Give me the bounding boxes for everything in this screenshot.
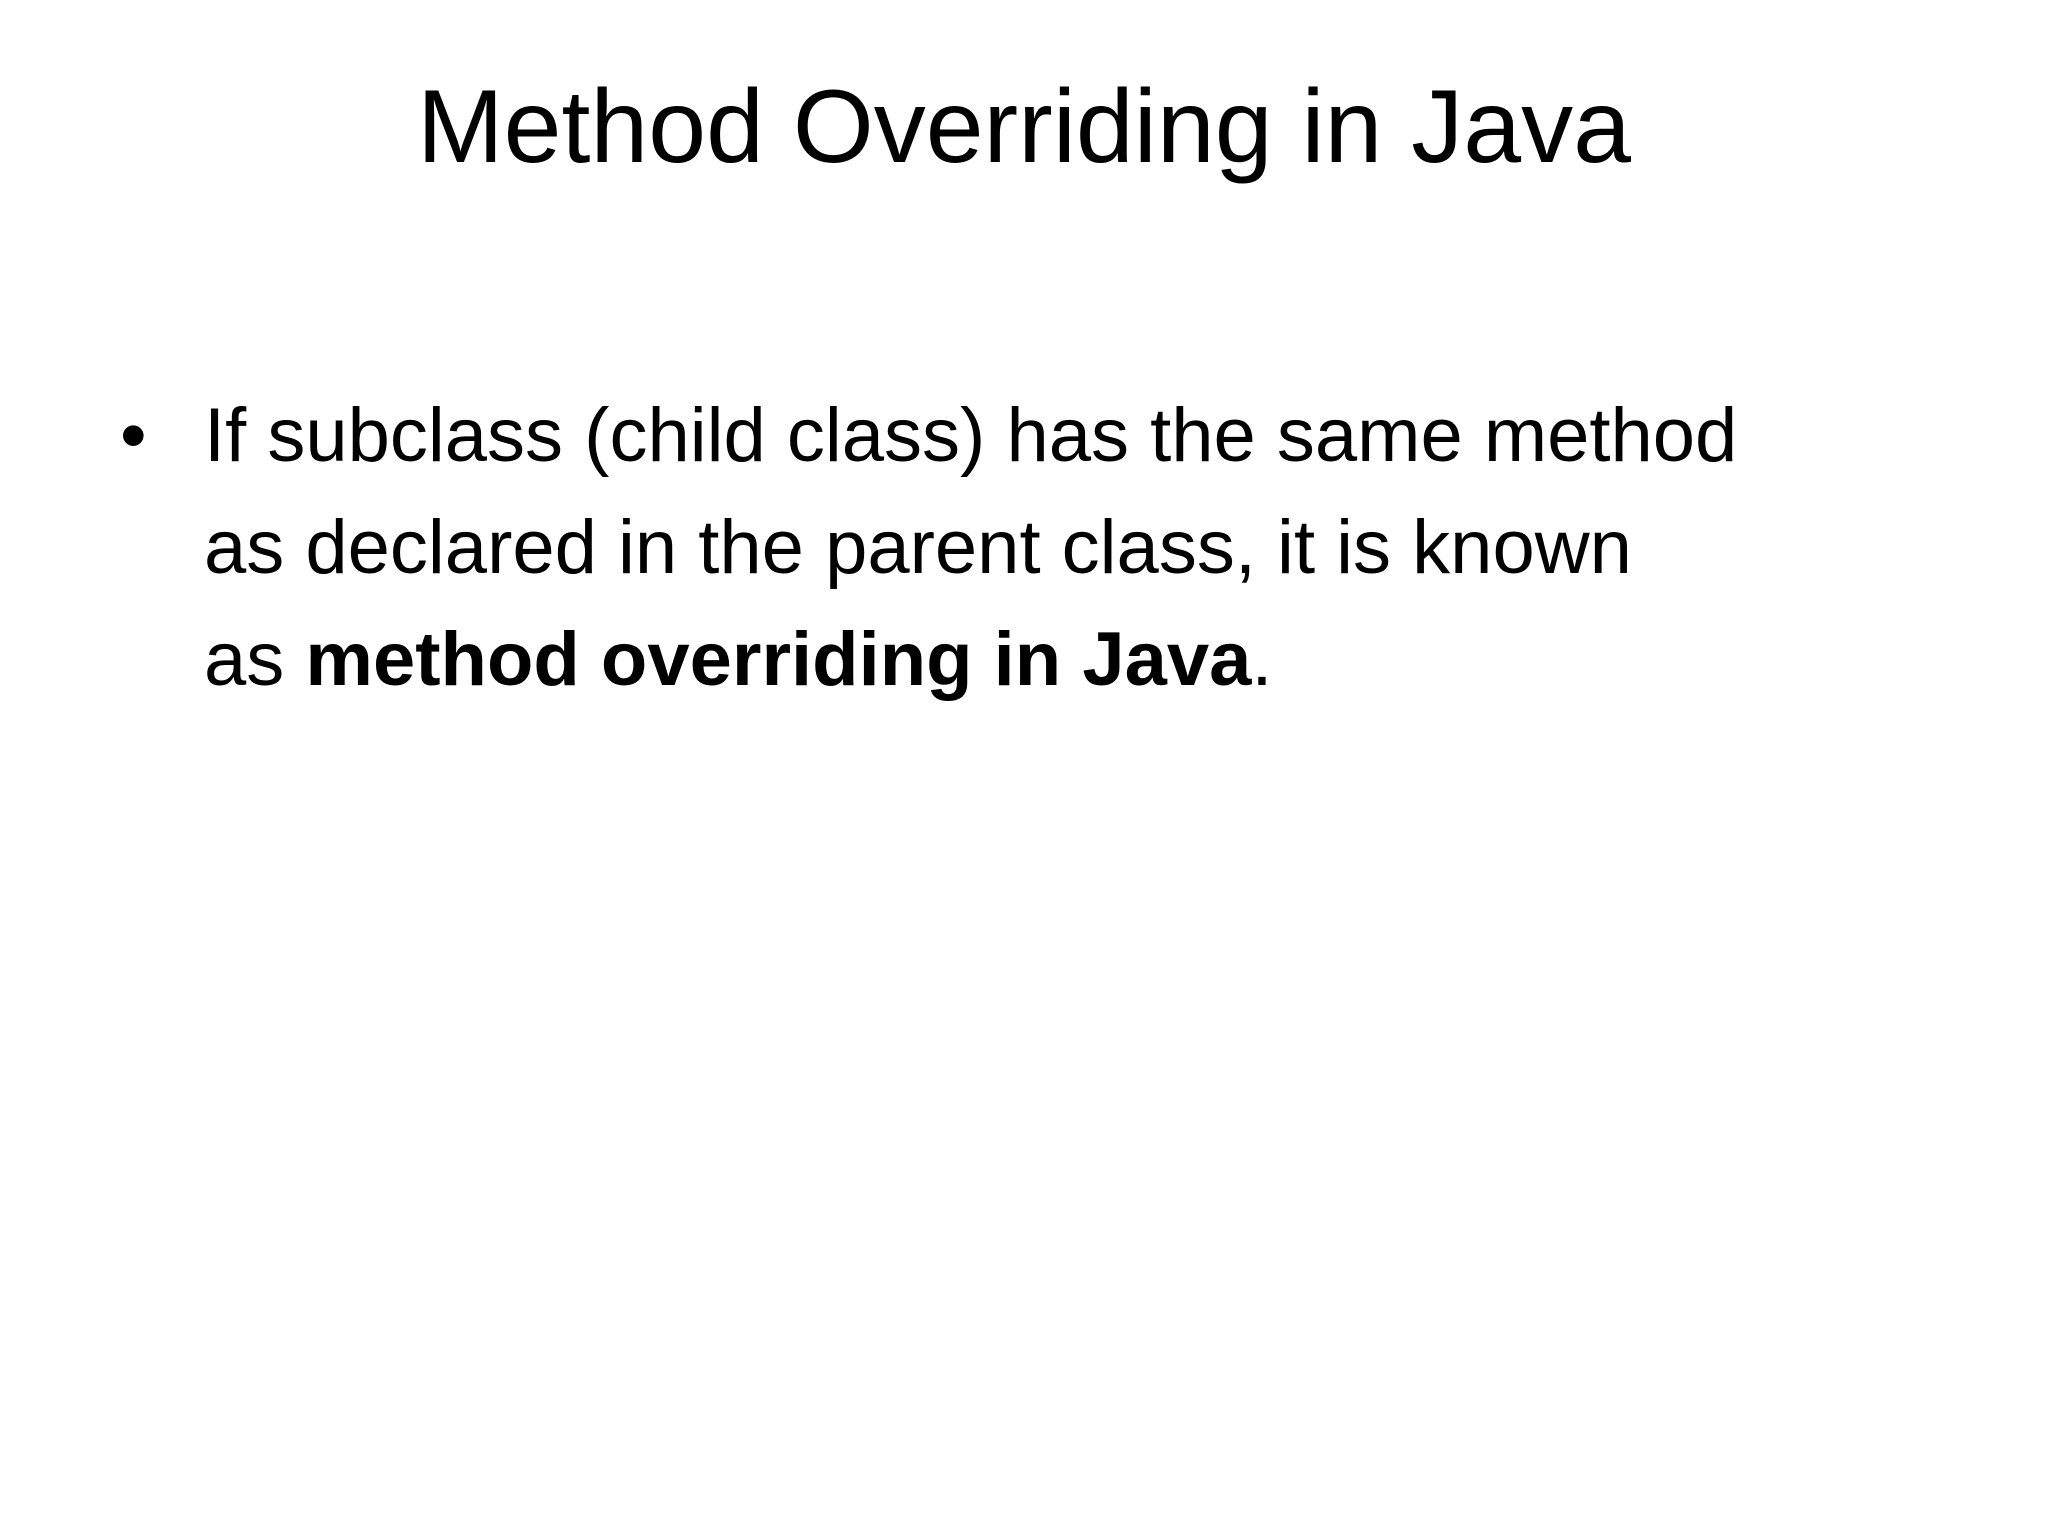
bullet-line-1: If subclass (child class) has the same method xyxy=(204,393,1738,478)
bullet-text xyxy=(204,380,2004,716)
slide-body xyxy=(120,380,1920,716)
bullet-line-3-suffix: . xyxy=(1251,617,1273,702)
bullet-item xyxy=(120,380,1920,716)
slide-title: Method Overriding in Java xyxy=(417,69,1631,185)
bullet-dot-icon: • xyxy=(120,393,147,478)
bullet-bold-term: method overriding in Java xyxy=(305,617,1252,702)
bullet-line-2: as declared in the parent class, it is known xyxy=(204,505,1632,590)
bullet-line-3-prefix: as xyxy=(204,617,306,702)
